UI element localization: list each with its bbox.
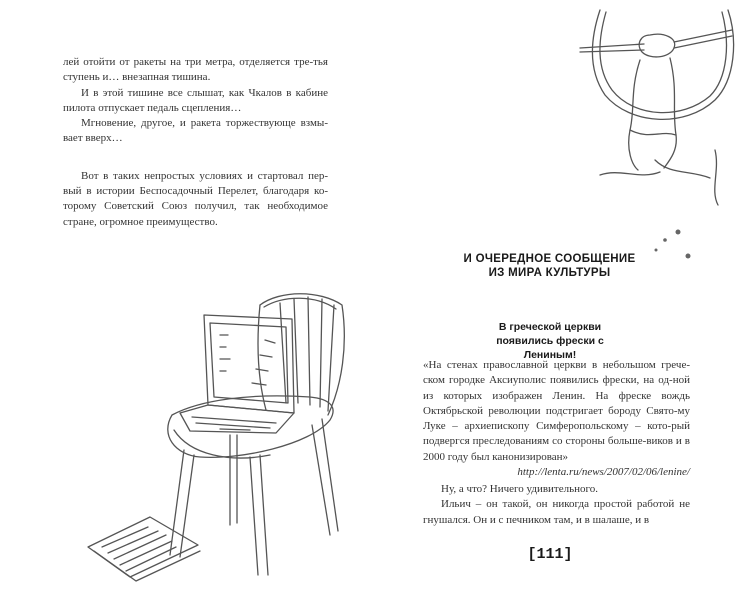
right-page-text (423, 482, 690, 528)
paragraph: Ильич – он такой, он никогда простой работой не гнушался. Он и с печником там, и в шалаше, и в (423, 498, 690, 526)
paragraph: И в этой тишине все слышат, как Чкалов в кабине пилота отпускает педаль сцепления… (63, 86, 328, 114)
paragraph: Вот в таких непростых условиях и стартовал пер-вый в истории Беспосадочный Перелет, благодаря ко-торому Советский Союз получил, так необходимое стране, огромное преимущество. (63, 169, 328, 228)
steering-wheel-illustration (560, 0, 740, 280)
chair-laptop-illustration (80, 285, 370, 590)
news-headline-line: появились фрески с Лениным! (496, 335, 604, 361)
source-link[interactable]: http://lenta.ru/news/2007/02/06/lenine/ (517, 466, 690, 479)
left-page-text (63, 55, 328, 230)
quote-text: «На стенах православной церкви в небольшом грече-ском городке Аксиуполис появились фрески, на од-ной из которых изображен Ленин. На фреске вождь Октябрьской революции подстригает бороду Свято-му Луке – архиепископу Симферопольскому – кото-рый подвергся преследованиям со стороны больше-виков и в 2000 году был канонизирован» (423, 359, 690, 463)
paragraph: Мгновение, другое, и ракета торжествующе взмы-вает вверх… (63, 117, 328, 145)
section-title-line: ИЗ МИРА КУЛЬТУРЫ (488, 267, 611, 279)
section-title (462, 252, 637, 280)
page-number: [111] (527, 546, 573, 563)
news-headline-line: В греческой церкви (498, 321, 602, 333)
quote-block (423, 358, 690, 480)
paragraph: лей отойти от ракеты на три метра, отделяется тре-тья ступень и… внезапная тишина. (63, 56, 328, 84)
section-title-line: И ОЧЕРЕДНОЕ СООБЩЕНИЕ (463, 253, 636, 265)
news-headline (480, 320, 620, 362)
paragraph: Ну, а что? Ничего удивительного. (441, 483, 598, 495)
